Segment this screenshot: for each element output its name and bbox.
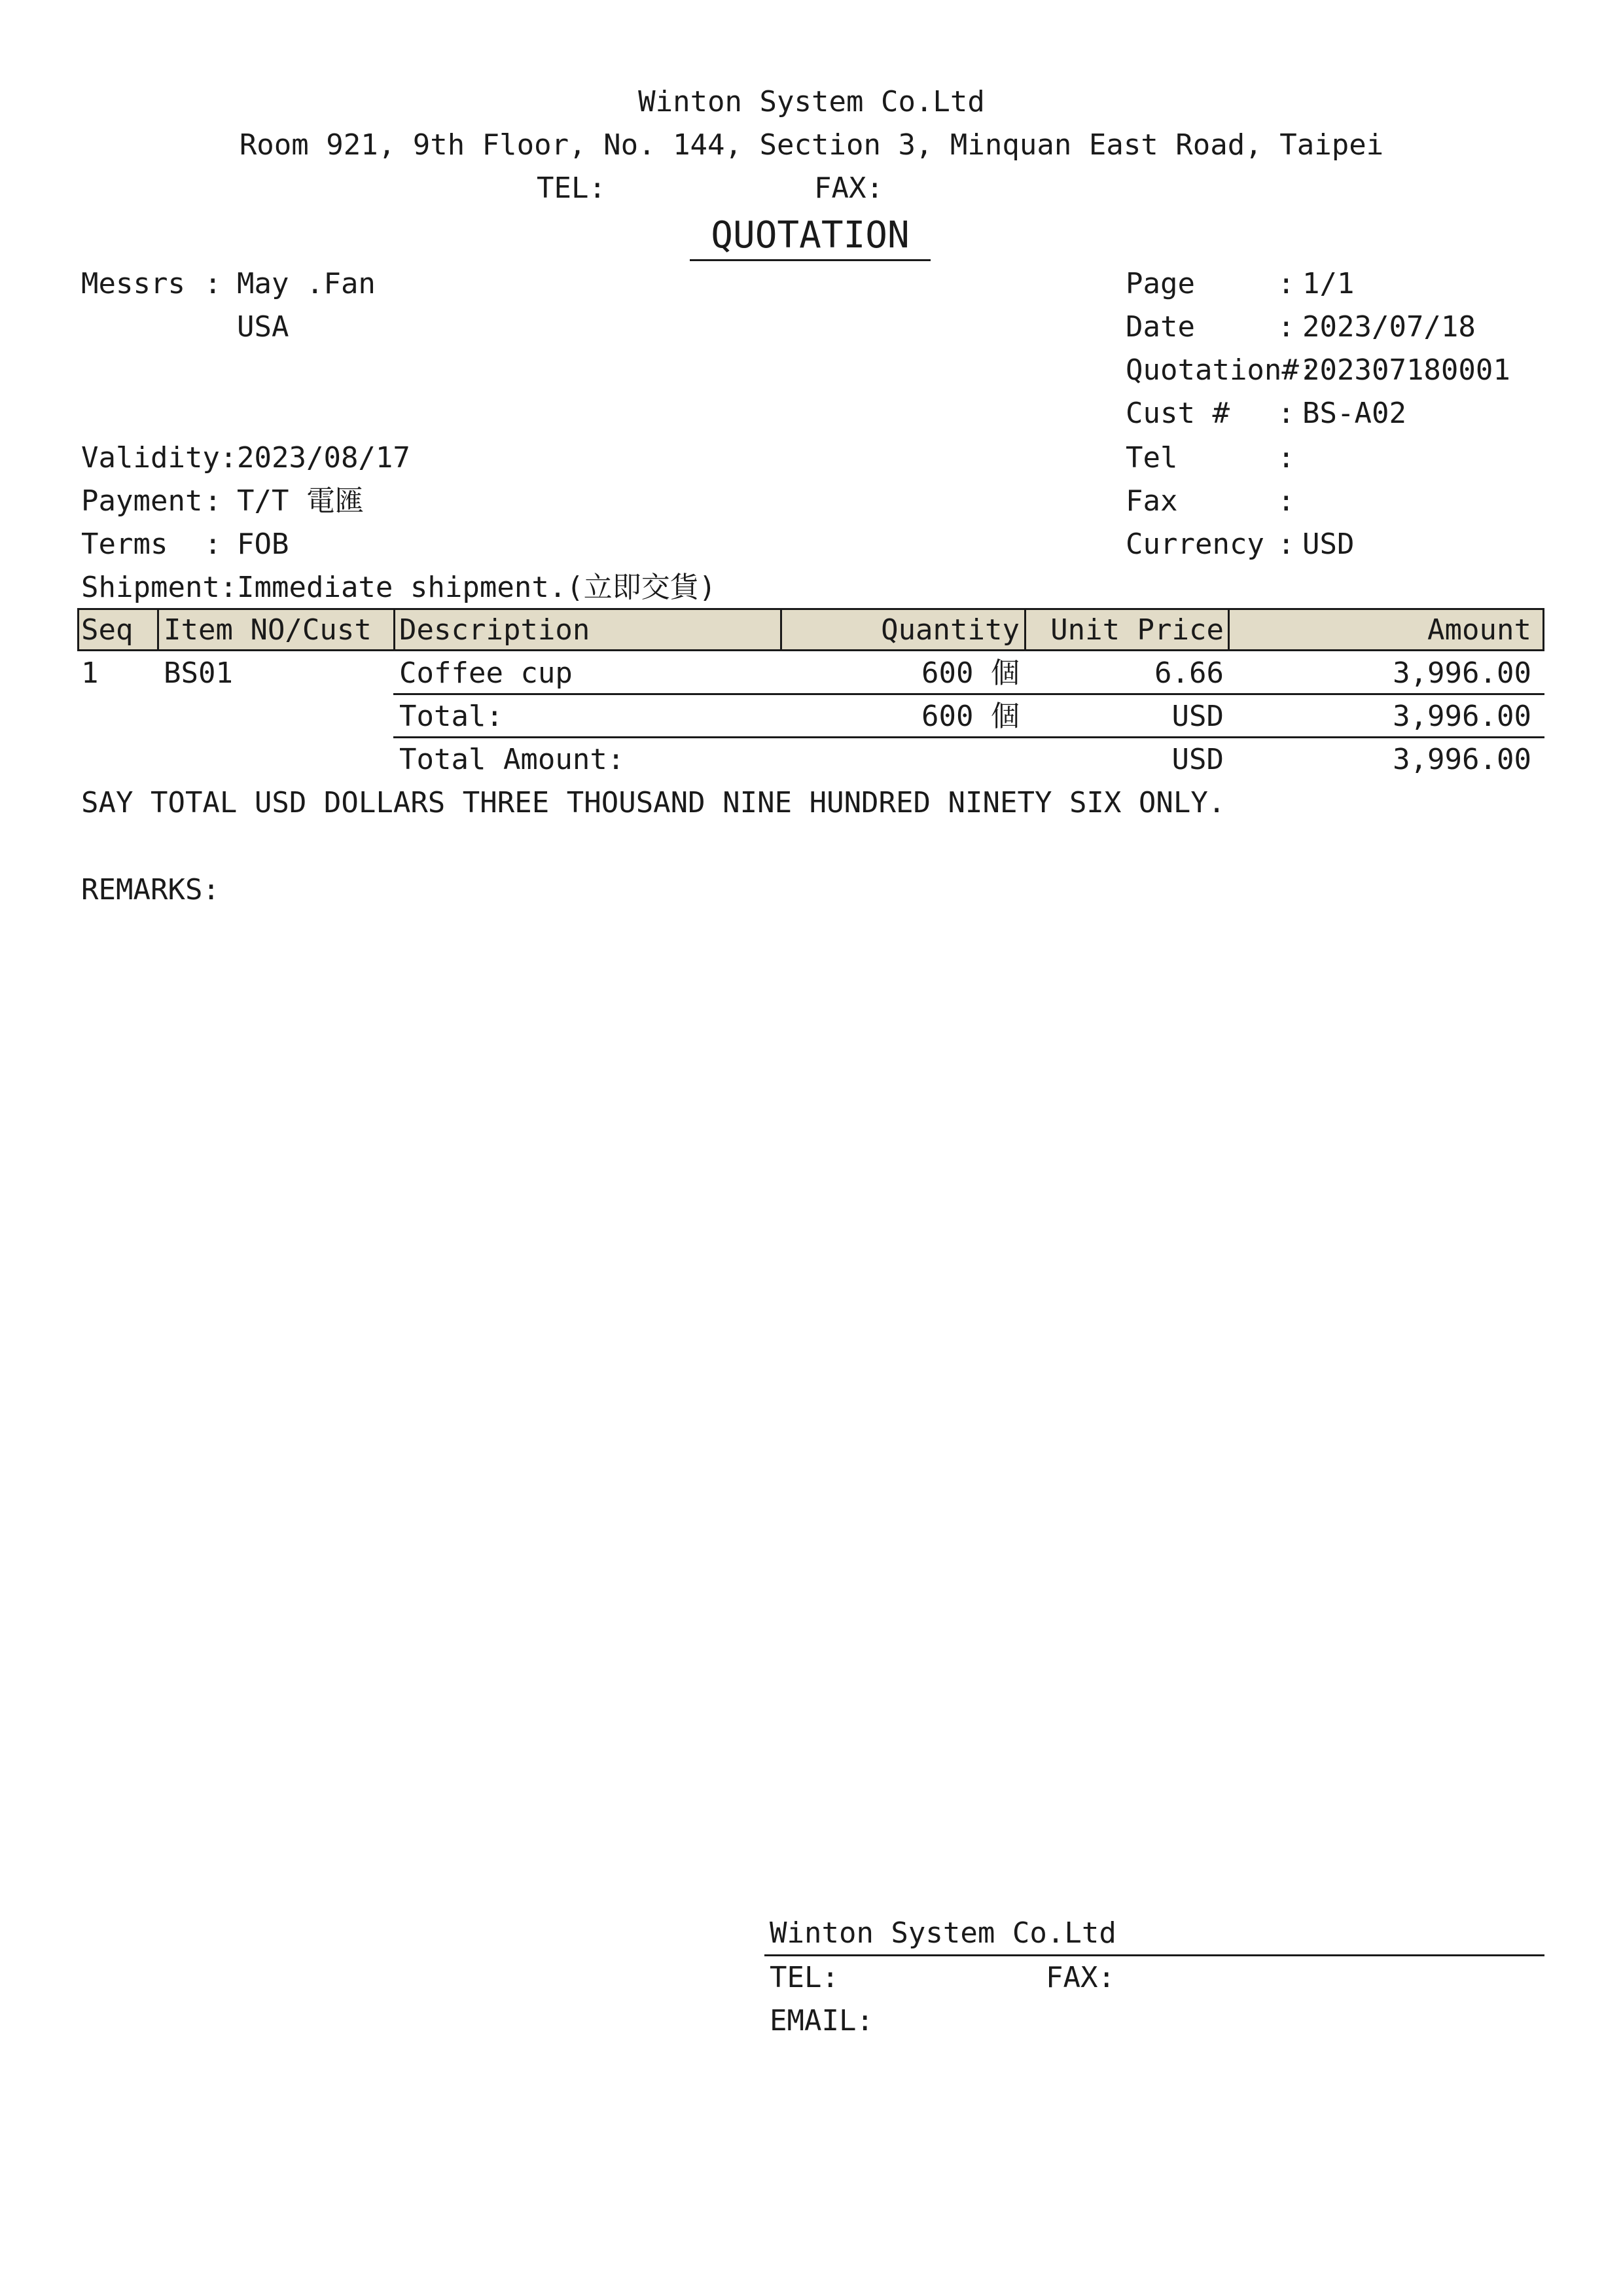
messrs-colon: : xyxy=(204,267,222,300)
total-amount: 3,996.00 xyxy=(1393,700,1531,733)
row-item-no: BS01 xyxy=(164,656,233,690)
date-label: Date xyxy=(1126,310,1195,344)
cust-label: Cust # xyxy=(1126,397,1230,430)
terms-colon: : xyxy=(204,528,222,561)
column-divider xyxy=(157,608,159,651)
payment-colon: : xyxy=(204,484,222,518)
terms-label: Terms xyxy=(81,528,168,561)
footer-company: Winton System Co.Ltd xyxy=(770,1916,1116,1950)
currency-label: Currency xyxy=(1126,528,1264,561)
fax-label: Fax xyxy=(1126,484,1178,518)
tel-label: Tel xyxy=(1126,441,1178,475)
quotation-label: Quotation#: xyxy=(1126,353,1317,387)
terms-value: FOB xyxy=(237,528,289,561)
grand-total-amount: 3,996.00 xyxy=(1393,743,1531,776)
page-colon: : xyxy=(1277,267,1295,300)
fax-colon: : xyxy=(1277,484,1295,518)
column-divider xyxy=(1024,608,1026,651)
company-address: Room 921, 9th Floor, No. 144, Section 3, Minquan East Road, Taipei xyxy=(239,128,1384,162)
payment-label: Payment xyxy=(81,484,203,518)
say-total-text: SAY TOTAL USD DOLLARS THREE THOUSAND NINE HUNDRED NINETY SIX ONLY. xyxy=(81,786,1226,819)
shipment-value: Immediate shipment.(立即交貨) xyxy=(237,571,717,604)
header-amount: Amount xyxy=(1427,613,1531,647)
remarks-label: REMARKS: xyxy=(81,873,220,906)
payment-value: T/T 電匯 xyxy=(237,484,364,518)
date-value: 2023/07/18 xyxy=(1302,310,1476,344)
row-quantity: 600 個 xyxy=(921,656,1020,690)
header-description: Description xyxy=(399,613,590,647)
cust-value: BS-A02 xyxy=(1302,397,1406,430)
footer-email-label: EMAIL: xyxy=(770,2004,874,2037)
header-quantity: Quantity xyxy=(881,613,1020,647)
row-divider xyxy=(393,736,1544,738)
row-description: Coffee cup xyxy=(399,656,573,690)
title-underline xyxy=(690,259,931,261)
column-divider xyxy=(780,608,782,651)
grand-total-label: Total Amount: xyxy=(399,743,625,776)
total-label: Total: xyxy=(399,700,503,733)
messrs-label: Messrs xyxy=(81,267,185,300)
footer-fax-label: FAX: xyxy=(1046,1961,1115,1994)
shipment-label: Shipment: xyxy=(81,571,238,604)
page-label: Page xyxy=(1126,267,1195,300)
date-colon: : xyxy=(1277,310,1295,344)
footer-tel-label: TEL: xyxy=(770,1961,839,1994)
validity-value: 2023/08/17 xyxy=(237,441,410,475)
row-divider xyxy=(393,693,1544,695)
row-seq: 1 xyxy=(81,656,99,690)
grand-total-currency: USD xyxy=(1171,743,1224,776)
header-tel-label: TEL: xyxy=(537,171,606,205)
column-divider xyxy=(1228,608,1230,651)
cust-colon: : xyxy=(1277,397,1295,430)
total-currency: USD xyxy=(1171,700,1224,733)
quotation-number: 202307180001 xyxy=(1302,353,1510,387)
customer-country: USA xyxy=(237,310,289,344)
header-seq: Seq xyxy=(81,613,134,647)
total-quantity: 600 個 xyxy=(921,700,1020,733)
row-amount: 3,996.00 xyxy=(1393,656,1531,690)
currency-value: USD xyxy=(1302,528,1355,561)
header-unit-price: Unit Price xyxy=(1050,613,1224,647)
document-title: QUOTATION xyxy=(711,214,910,257)
currency-colon: : xyxy=(1277,528,1295,561)
footer-divider xyxy=(764,1954,1544,1956)
validity-label: Validity: xyxy=(81,441,238,475)
customer-name: May .Fan xyxy=(237,267,376,300)
header-item-no: Item NO/Cust xyxy=(164,613,372,647)
column-divider xyxy=(393,608,395,651)
page-value: 1/1 xyxy=(1302,267,1355,300)
header-fax-label: FAX: xyxy=(814,171,883,205)
tel-colon: : xyxy=(1277,441,1295,475)
row-unit-price: 6.66 xyxy=(1154,656,1224,690)
company-name: Winton System Co.Ltd xyxy=(638,85,985,118)
